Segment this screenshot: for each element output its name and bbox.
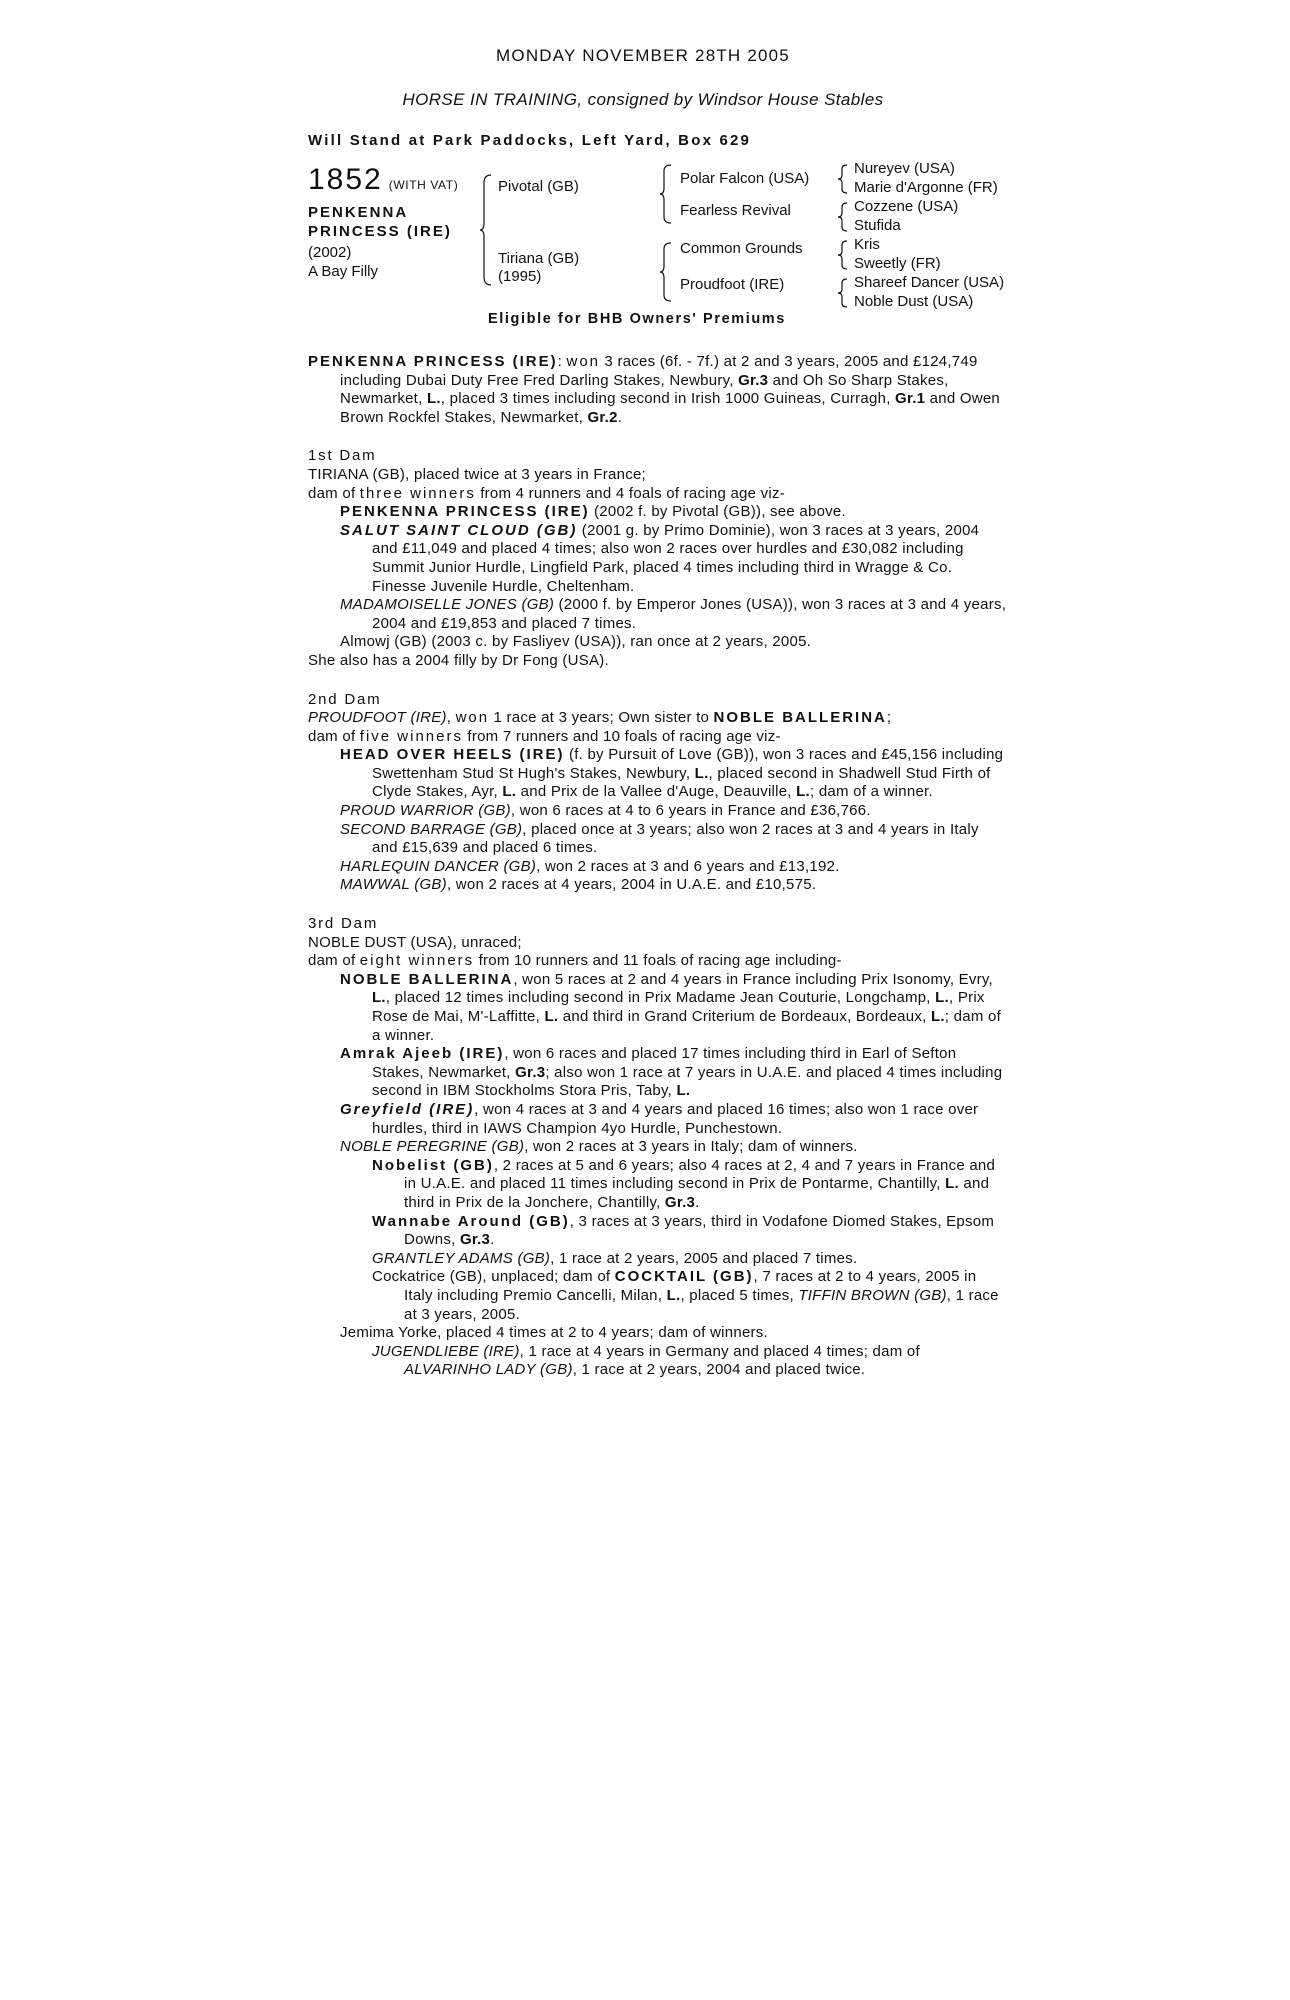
listed-label: L. xyxy=(666,1286,681,1304)
summary-text: 3 races (6f. - 7f.) at 2 and 3 years, 2005 and £124,749 including Dubai Duty Free Fred Darling Stakes, Newbury, xyxy=(340,353,978,389)
produce-entry xyxy=(308,1045,1008,1101)
text: 1 race at 3 years; Own sister to xyxy=(489,709,714,727)
produce-name: GRANTLEY ADAMS (GB) xyxy=(372,1249,551,1267)
text: , won 2 races at 3 and 6 years and £13,192. xyxy=(536,857,840,875)
produce-entry xyxy=(308,1250,1008,1269)
dam-foaling-year: (1995) xyxy=(498,268,542,285)
text: , 1 race at 2 years, 2005 and placed 7 times. xyxy=(550,1249,858,1267)
first-dam-section xyxy=(308,447,1008,670)
text: and third in Prix de la Jonchere, Chantilly, xyxy=(404,1175,990,1211)
text: and third in Grand Criterium de Bordeaux, Bordeaux, xyxy=(558,1008,931,1025)
foaling-year: (2002) xyxy=(308,244,352,261)
text: (2000 f. by Emperor Jones (USA)), won 3 races at 3 and 4 years, 2004 and £19,853 and placed 7 times. xyxy=(372,596,1007,632)
grandsire-line-6: Sweetly (FR) xyxy=(854,255,941,272)
produce-entry xyxy=(308,1138,1008,1157)
consignment-line: HORSE IN TRAINING, consigned by Windsor House Stables xyxy=(402,90,884,109)
third-dam-title: 3rd Dam xyxy=(308,915,379,933)
summary-text: , placed 3 times including second in Irish 1000 Guineas, Curragh, xyxy=(440,390,896,408)
produce-entry xyxy=(308,1343,1008,1380)
produce-name: JUGENDLIEBE (IRE) xyxy=(372,1342,520,1360)
text: , 7 races at 2 to 4 years, 2005 in Italy including Premio Cancelli, Milan, xyxy=(404,1268,977,1304)
produce-name: COCKTAIL (GB) xyxy=(614,1268,754,1286)
text: , 1 race at 2 years, 2004 and placed twice. xyxy=(572,1361,866,1379)
text: won xyxy=(455,709,490,727)
dam-parents-brace xyxy=(660,241,672,303)
listed-label: L. xyxy=(676,1082,691,1100)
summary-text: . xyxy=(617,408,623,426)
text: , won 2 races at 3 years in Italy; dam of winners. xyxy=(524,1138,858,1156)
g3-brace-1 xyxy=(838,163,848,195)
listed-label: L. xyxy=(945,1175,959,1193)
produce-name: PROUD WARRIOR (GB) xyxy=(340,802,511,820)
listed-label: L. xyxy=(372,989,386,1007)
stand-location: Will Stand at Park Paddocks, Left Yard, Box 629 xyxy=(308,132,752,149)
grade-label: Gr.2 xyxy=(587,408,618,426)
produce-name: ALVARINHO LADY (GB) xyxy=(404,1361,573,1379)
sire-dam: Fearless Revival xyxy=(680,202,791,219)
produce-entry xyxy=(308,858,1008,877)
listed-label: L. xyxy=(544,1008,559,1025)
dam-name: PROUDFOOT (IRE) xyxy=(308,709,447,727)
vat-note: (WITH VAT) xyxy=(388,178,459,192)
summary-horse-name: PENKENNA PRINCESS (IRE) xyxy=(308,353,558,370)
produce-entry xyxy=(308,1213,1008,1250)
summary-won: won xyxy=(566,353,601,370)
text: from 4 runners and 4 foals of racing age viz- xyxy=(475,484,785,502)
text: , won 6 races at 4 to 6 years in France and £36,766. xyxy=(510,802,871,820)
lot-number: 1852 xyxy=(308,163,383,196)
text: . xyxy=(490,1231,495,1249)
grade-label: Gr.1 xyxy=(895,390,926,408)
winners-count: three winners xyxy=(359,484,476,502)
grade-label: Gr.3 xyxy=(664,1193,696,1211)
text: , placed once at 3 years; also won 2 races at 3 and 4 years in Italy and £15,639 and placed 6 times. xyxy=(372,820,979,857)
produce-name: MAWWAL (GB) xyxy=(340,876,447,894)
text: , won 2 races at 4 years, 2004 in U.A.E. and £10,575. xyxy=(446,876,817,894)
text: , 2 races at 5 and 6 years; also 4 races at 2, 4 and 7 years in France and in U.A.E. and placed 11 times including second in Prix de Pontarme, Chantilly, xyxy=(404,1156,996,1193)
g3-brace-3 xyxy=(838,239,848,271)
produce-entry xyxy=(308,971,1008,1045)
g3-brace-2 xyxy=(838,201,848,233)
produce-entry xyxy=(308,596,1008,633)
produce-name: SECOND BARRAGE (GB) xyxy=(340,820,523,838)
sale-date: MONDAY NOVEMBER 28TH 2005 xyxy=(496,46,790,65)
produce-name: Amrak Ajeeb (IRE) xyxy=(340,1045,505,1063)
third-dam-section xyxy=(308,915,1008,1380)
dam-sire: Common Grounds xyxy=(680,240,803,257)
dam: Tiriana (GB) xyxy=(498,250,580,267)
grade-label: Gr.3 xyxy=(738,371,769,389)
text: dam of xyxy=(308,952,360,970)
second-dam-produce xyxy=(308,728,1008,747)
horse-name xyxy=(308,203,452,241)
text: ; dam of a winner. xyxy=(809,783,933,801)
text: . xyxy=(695,1193,700,1211)
second-dam-title: 2nd Dam xyxy=(308,690,382,708)
text: (2001 g. by Primo Dominie), won 3 races at 3 years, 2004 and £11,049 and placed 4 times; also won 2 races over hurdles and £30,082 including Summit Junior Hurdle, Lingfield Park, placed 4 times including third in Wragge & Co. Finesse Juvenile Hurdle, Cheltenham. xyxy=(372,521,980,595)
summary-text: and Oh So Sharp Stakes, Newmarket, xyxy=(340,371,949,408)
produce-entry xyxy=(308,522,1008,596)
summary-text: and Owen Brown Rockfel Stakes, Newmarket, xyxy=(340,390,1001,426)
grade-label: Gr.3 xyxy=(459,1231,491,1249)
listed-label: L. xyxy=(935,989,949,1007)
produce-entry: Almowj (GB) (2003 c. by Fasliyev (USA)), ran once at 2 years, 2005. xyxy=(340,633,812,651)
race-record xyxy=(308,353,1008,427)
produce-entry xyxy=(308,1157,1008,1213)
listed-label: L. xyxy=(426,390,441,408)
text: ; also won 1 race at 7 years in U.A.E. and placed 4 times including second in IBM Stockholms Stora Pris, Taby, xyxy=(372,1063,1003,1100)
produce-name: NOBLE PEREGRINE (GB) xyxy=(340,1138,525,1156)
text: , won 6 races and placed 17 times including third in Earl of Sefton Stakes, Newmarket, xyxy=(372,1045,957,1081)
first-dam-produce xyxy=(308,485,1008,504)
lot-number-line xyxy=(308,163,458,202)
third-dam-line: NOBLE DUST (USA), unraced; xyxy=(308,933,522,951)
sire-parents-brace xyxy=(660,163,672,225)
produce-name: Nobelist (GB) xyxy=(372,1156,494,1174)
grandsire-line-4: Stufida xyxy=(854,217,901,234)
text: , 1 race at 3 years, 2005. xyxy=(404,1286,999,1323)
third-dam-produce xyxy=(308,952,1008,971)
produce-entry xyxy=(308,1268,1008,1324)
text: , placed second in Shadwell Stud Firth of Clyde Stakes, Ayr, xyxy=(372,764,991,801)
produce-name: PENKENNA PRINCESS (IRE) xyxy=(340,503,590,521)
text: dam of xyxy=(308,727,360,745)
text: , Prix Rose de Mai, M'-Laffitte, xyxy=(372,989,985,1025)
produce-entry xyxy=(308,821,1008,858)
sire: Pivotal (GB) xyxy=(498,178,579,195)
produce-name: HARLEQUIN DANCER (GB) xyxy=(340,857,537,875)
text: ; dam of a winner. xyxy=(372,1008,1001,1044)
grade-label: Gr.3 xyxy=(515,1063,546,1081)
text: from 7 runners and 10 foals of racing age viz- xyxy=(462,727,781,745)
winners-count: five winners xyxy=(359,727,463,745)
produce-name: NOBLE BALLERINA xyxy=(340,970,514,988)
text: (f. by Pursuit of Love (GB)), won 3 races and £45,156 including Swettenham Stud St Hugh's Stakes, Newbury, xyxy=(372,746,1004,782)
text: , 1 race at 4 years in Germany and placed 4 times; dam of xyxy=(519,1342,920,1360)
text: , placed 5 times, xyxy=(680,1286,799,1304)
text: dam of xyxy=(308,484,360,502)
dam-dam: Proudfoot (IRE) xyxy=(680,276,785,293)
text: and Prix de la Vallee d'Auge, Deauville, xyxy=(516,783,797,801)
text: , 3 races at 3 years, third in Vodafone Diomed Stakes, Epsom Downs, xyxy=(404,1212,995,1249)
listed-label: L. xyxy=(694,764,709,782)
pedigree-table xyxy=(308,160,1008,343)
horse-name-line1: PENKENNA xyxy=(308,204,409,221)
second-dam-section xyxy=(308,691,1008,896)
produce-entry xyxy=(308,503,1008,522)
text: ; xyxy=(886,709,892,727)
produce-name: SALUT SAINT CLOUD (GB) xyxy=(340,521,578,539)
g3-brace-4 xyxy=(838,277,848,309)
text: Cockatrice (GB), unplaced; dam of xyxy=(372,1268,615,1286)
listed-label: L. xyxy=(796,783,810,801)
text: , xyxy=(446,709,456,727)
first-dam-note: She also has a 2004 filly by Dr Fong (USA). xyxy=(308,651,609,669)
eligibility-note: Eligible for BHB Owners' Premiums xyxy=(488,311,786,327)
sire-sire: Polar Falcon (USA) xyxy=(680,170,810,187)
produce-entry xyxy=(308,746,1008,802)
grandsire-line-5: Kris xyxy=(854,236,880,253)
sister-name: NOBLE BALLERINA xyxy=(713,709,887,727)
produce-entry xyxy=(308,1101,1008,1138)
horse-name-line2: PRINCESS (IRE) xyxy=(308,223,452,240)
listed-label: L. xyxy=(502,783,517,801)
text: , won 4 races at 3 and 4 years and placed 16 times; also won 1 race over hurdles, third in IAWS Champion 4yo Hurdle, Punchestown. xyxy=(372,1100,979,1137)
grandsire-line-8: Noble Dust (USA) xyxy=(854,293,974,310)
catalogue-page xyxy=(308,46,1008,1380)
horse-description: A Bay Filly xyxy=(308,263,379,280)
produce-name: Wannabe Around (GB) xyxy=(372,1212,570,1230)
second-dam-line xyxy=(308,709,1008,728)
first-dam-title: 1st Dam xyxy=(308,447,377,465)
grandsire-line-3: Cozzene (USA) xyxy=(854,198,959,215)
text: from 10 runners and 11 foals of racing age including- xyxy=(474,952,842,970)
grandsire-line-7: Shareef Dancer (USA) xyxy=(854,274,1005,291)
text: (2002 f. by Pivotal (GB)), see above. xyxy=(589,503,846,521)
produce-entry xyxy=(308,802,1008,821)
produce-entry xyxy=(308,876,1008,895)
text: , won 5 races at 2 and 4 years in France including Prix Isonomy, Evry, xyxy=(513,970,993,988)
produce-entry: Jemima Yorke, placed 4 times at 2 to 4 years; dam of winners. xyxy=(340,1324,768,1342)
race-record-paragraph xyxy=(308,353,1008,427)
text: , placed 12 times including second in Prix Madame Jean Couturie, Longchamp, xyxy=(385,989,936,1007)
listed-label: L. xyxy=(930,1008,945,1025)
produce-name: Greyfield (IRE) xyxy=(340,1100,475,1118)
first-dam-line: TIRIANA (GB), placed twice at 3 years in France; xyxy=(308,465,646,483)
summary-text: : xyxy=(557,353,567,370)
produce-name: TIFFIN BROWN (GB) xyxy=(798,1286,947,1304)
grandsire-line-1: Nureyev (USA) xyxy=(854,160,955,177)
sire-dam-brace xyxy=(480,173,492,287)
winners-count: eight winners xyxy=(359,952,475,970)
produce-name: MADAMOISELLE JONES (GB) xyxy=(340,596,555,614)
produce-name: HEAD OVER HEELS (IRE) xyxy=(340,746,565,764)
grandsire-line-2: Marie d'Argonne (FR) xyxy=(854,179,998,196)
